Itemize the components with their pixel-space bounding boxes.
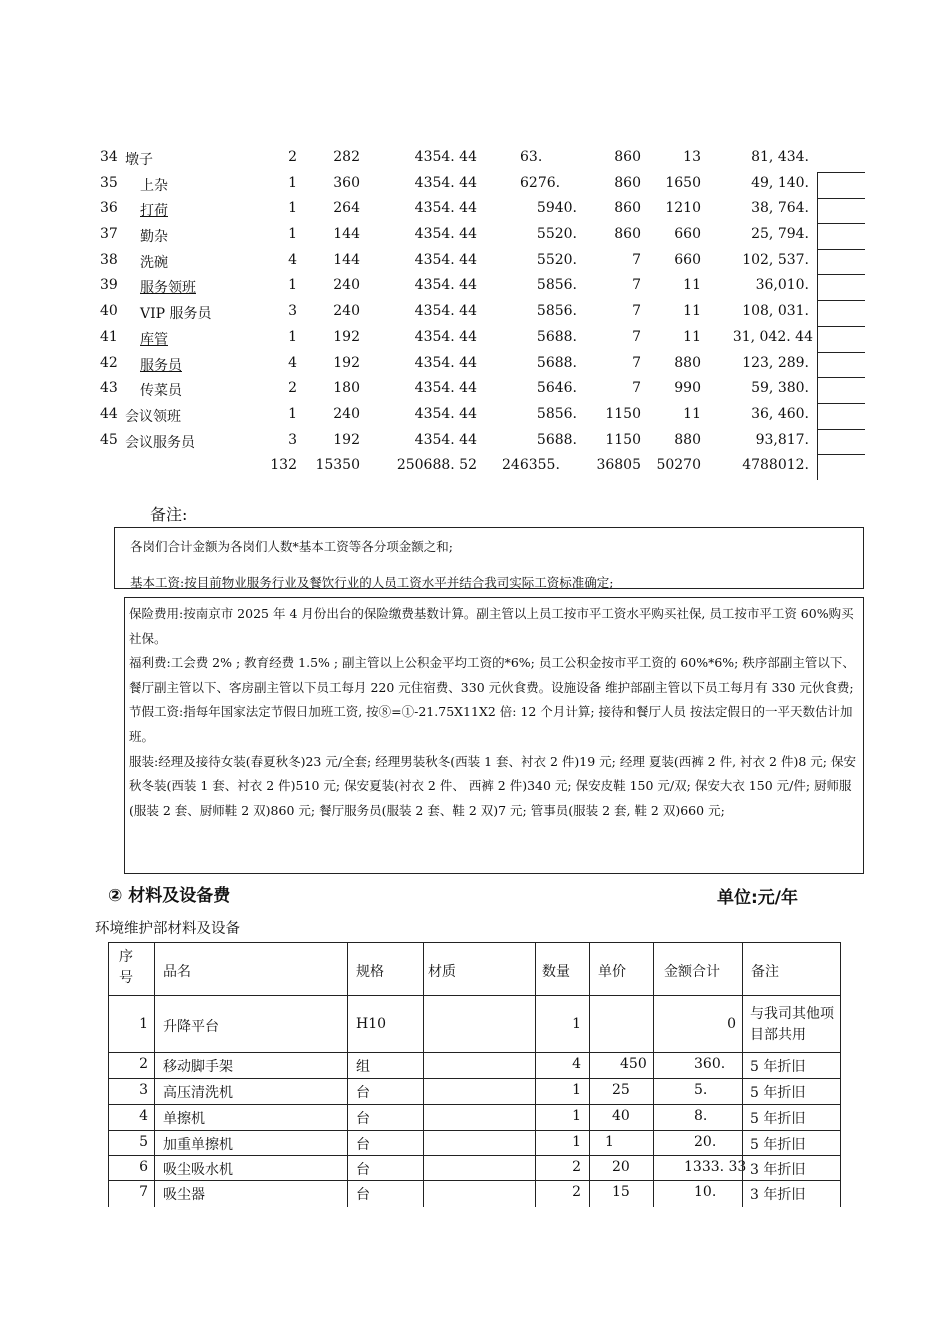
- total-headcount: 132: [270, 457, 297, 474]
- section-title: ② 材料及设备费: [108, 886, 231, 906]
- row-total: 38, 764.: [751, 200, 809, 217]
- item-qty: 4: [572, 1056, 581, 1072]
- base-salary: 4354. 44: [414, 251, 477, 268]
- cell-border: [817, 403, 865, 430]
- item-price: 20: [612, 1159, 630, 1175]
- headcount: 1: [288, 277, 297, 294]
- item-qty: 1: [572, 1082, 581, 1098]
- item-spec: 台: [356, 1187, 370, 1203]
- hours: 192: [333, 328, 360, 345]
- base-salary: 4354. 44: [414, 380, 477, 397]
- item-name: 加重单擦机: [163, 1137, 233, 1153]
- item-note: 5 年折旧: [750, 1085, 806, 1101]
- item-a: 7: [632, 251, 641, 268]
- row-number: 36: [100, 200, 118, 217]
- total-base-salary: 250688. 52: [396, 457, 477, 474]
- table-row: [95, 249, 865, 275]
- table-row: [108, 1180, 841, 1207]
- hours: 240: [333, 405, 360, 422]
- base-salary: 4354. 44: [414, 200, 477, 217]
- hours: 264: [333, 200, 360, 217]
- materials-table: [108, 942, 841, 1207]
- table-row: [108, 1078, 841, 1104]
- item-a: 7: [632, 303, 641, 320]
- amount: 5520.: [536, 251, 577, 268]
- row-number: 37: [100, 226, 118, 243]
- item-spec: 台: [356, 1162, 370, 1178]
- item-no: 6: [139, 1159, 148, 1175]
- position-name: 库管: [140, 331, 168, 348]
- position-name: 传菜员: [140, 383, 182, 400]
- item-b: 11: [683, 303, 701, 320]
- cell-border: [817, 197, 865, 224]
- total-row: [95, 454, 865, 480]
- headcount: 1: [288, 405, 297, 422]
- row-number: 40: [100, 303, 118, 320]
- headcount: 3: [288, 303, 297, 320]
- item-b: 660: [674, 226, 701, 243]
- table-row: [108, 1155, 841, 1180]
- item-b: 11: [683, 405, 701, 422]
- row-total: 123, 289.: [742, 354, 809, 371]
- position-name: 服务员: [140, 357, 182, 374]
- item-total: 5.: [694, 1082, 708, 1098]
- welfare-note: 福利费:工会费 2% ; 教育经费 1.5% ; 副主管以上公积金平均工资的*6%; 员工公积金按市平工资的 60%*6%; 秩序部副主管以下、餐厅副主管以下、客房副主管以下员工每月 220 元住宿费、330 元伙食费。设施设备 维护部副主管以下员工每月有 330 元伙食费;: [129, 655, 855, 695]
- item-a: 860: [614, 174, 641, 191]
- table-row: [95, 377, 865, 403]
- row-total: 81, 434.: [751, 149, 809, 165]
- row-total: 93,817.: [755, 431, 809, 448]
- insurance-note: 保险费用:按南京市 2025 年 4 月份出台的保险缴费基数计算。副主管以上员工按市平工资水平购买社保, 员工按市平工资 60%购买社保。: [129, 606, 854, 646]
- item-total: 8.: [694, 1108, 708, 1124]
- header-qty: 数量: [542, 964, 570, 980]
- amount: 5856.: [536, 303, 577, 320]
- row-total: 49, 140.: [751, 174, 809, 191]
- headcount: 2: [288, 149, 297, 165]
- amount: 5688.: [536, 431, 577, 448]
- row-number: 45: [100, 431, 118, 448]
- item-total: 20.: [694, 1134, 717, 1150]
- item-a: 7: [632, 354, 641, 371]
- item-b: 1210: [665, 200, 701, 217]
- amount: 5940.: [536, 200, 577, 217]
- table-row: [95, 429, 865, 455]
- item-total: 1333. 33: [684, 1159, 747, 1175]
- amount: 5856.: [536, 277, 577, 294]
- item-qty: 1: [572, 1134, 581, 1150]
- position-name: 洗碗: [140, 254, 168, 271]
- table-row: [95, 146, 865, 172]
- item-name: 吸尘吸水机: [163, 1162, 233, 1178]
- base-salary: 4354. 44: [414, 354, 477, 371]
- item-spec: 组: [356, 1059, 370, 1075]
- header-name: 品名: [163, 964, 191, 980]
- headcount: 1: [288, 328, 297, 345]
- amount: 5688.: [536, 328, 577, 345]
- headcount: 3: [288, 431, 297, 448]
- row-total: 59, 380.: [751, 380, 809, 397]
- table-row: [95, 172, 865, 198]
- table-row: [108, 995, 841, 1052]
- position-name: 会议服务员: [125, 434, 195, 451]
- headcount: 2: [288, 380, 297, 397]
- headcount: 1: [288, 174, 297, 191]
- item-a: 7: [632, 380, 641, 397]
- base-salary: 4354. 44: [414, 328, 477, 345]
- position-name: 上杂: [140, 177, 168, 194]
- header-spec: 规格: [356, 964, 384, 980]
- header-price: 单价: [598, 964, 626, 980]
- total-hours: 15350: [315, 457, 360, 474]
- item-a: 7: [632, 277, 641, 294]
- unit-label: 单位:元/年: [717, 888, 799, 908]
- headcount: 1: [288, 200, 297, 217]
- cell-border: [817, 377, 865, 404]
- item-a: 860: [614, 226, 641, 243]
- item-a: 860: [614, 200, 641, 217]
- table-row: [95, 403, 865, 429]
- item-name: 单擦机: [163, 1111, 205, 1127]
- item-total: 10.: [694, 1184, 717, 1200]
- remarks-box: [114, 527, 864, 589]
- item-spec: H10: [356, 1016, 387, 1032]
- base-salary: 4354. 44: [414, 405, 477, 422]
- cell-border: [817, 223, 865, 250]
- headcount: 4: [288, 354, 297, 371]
- hours: 282: [333, 149, 360, 165]
- cell-border: [817, 249, 865, 276]
- item-qty: 2: [572, 1184, 581, 1200]
- cell-border: [817, 274, 865, 301]
- table-row: [95, 300, 865, 326]
- section-subtitle: 环境维护部材料及设备: [95, 921, 240, 937]
- position-name: VIP 服务员: [140, 306, 212, 323]
- item-b: 660: [674, 251, 701, 268]
- table-header: [108, 942, 841, 995]
- item-no: 5: [139, 1134, 148, 1150]
- item-note: 3 年折旧: [750, 1187, 806, 1203]
- item-spec: 台: [356, 1085, 370, 1101]
- item-note: 5 年折旧: [750, 1059, 806, 1075]
- item-qty: 1: [572, 1108, 581, 1124]
- holiday-note: 节假工资:指每年国家法定节假日加班工资, 按⑧=①-21.75X11X2 倍: 12 个月计算; 接待和餐厅人员 按法定假日的一平天数估计加班。: [129, 704, 853, 744]
- item-note: 5 年折旧: [750, 1111, 806, 1127]
- row-total: 36, 460.: [751, 405, 809, 422]
- row-number: 43: [100, 380, 118, 397]
- row-number: 42: [100, 354, 118, 371]
- base-salary: 4354. 44: [414, 303, 477, 320]
- amount: 5520.: [536, 226, 577, 243]
- item-b: 13: [683, 149, 701, 165]
- row-number: 41: [100, 328, 118, 345]
- base-salary: 4354. 44: [414, 174, 477, 191]
- item-no: 2: [139, 1056, 148, 1072]
- item-qty: 1: [572, 1016, 581, 1032]
- hours: 192: [333, 354, 360, 371]
- table-row: [108, 1052, 841, 1078]
- position-name: 服务领班: [140, 280, 196, 297]
- hours: 144: [333, 251, 360, 268]
- item-note: 与我司其他项目部共用: [750, 1006, 834, 1043]
- hours: 240: [333, 303, 360, 320]
- item-no: 7: [139, 1184, 148, 1200]
- hours: 144: [333, 226, 360, 243]
- hours: 180: [333, 380, 360, 397]
- remarks-title: 备注:: [150, 505, 188, 524]
- remark-line: 各岗们合计金额为各岗们人数*基本工资等各分项金额之和;: [130, 539, 453, 554]
- uniform-note: 服装:经理及接待女装(春夏秋冬)23 元/全套; 经理男装秋冬(西装 1 套、衬衣 2 件)19 元; 经理 夏装(西裤 2 件, 衬衣 2 件)8 元; 保安秋冬装(西装 1 套、衬衣 2 件)510 元; 保安夏装(衬衣 2 件、 西裤 2 件)340 元; 保安皮鞋 150 元/双; 保安大衣 150 元/件; 厨师服(服装 2 套、厨师鞋 2 双)860 元; 餐厅服务员(服装 2 套、鞋 2 双)7 元; 管事员(服装 2 套, 鞋 2 双)660 元;: [129, 753, 856, 818]
- header-material: 材质: [428, 964, 456, 980]
- row-total: 31, 042. 44: [732, 328, 813, 345]
- item-b: 880: [674, 354, 701, 371]
- item-note: 5 年折旧: [750, 1137, 806, 1153]
- amount: 5856.: [536, 405, 577, 422]
- amount: 6276.: [520, 174, 561, 191]
- item-price: 1: [605, 1134, 614, 1150]
- base-salary: 4354. 44: [414, 226, 477, 243]
- item-b: 880: [674, 431, 701, 448]
- headcount: 1: [288, 226, 297, 243]
- cell-border: [817, 429, 865, 456]
- remarks-detail-box: [124, 597, 864, 874]
- position-name: 勤杂: [140, 229, 168, 246]
- item-b: 11: [683, 328, 701, 345]
- hours: 360: [333, 174, 360, 191]
- item-name: 升降平台: [163, 1019, 219, 1035]
- item-total: 0: [727, 1016, 736, 1032]
- row-total: 25, 794.: [751, 226, 809, 243]
- item-total: 360.: [694, 1056, 726, 1072]
- position-name: 墩子: [125, 152, 153, 168]
- total-item-a: 36805: [596, 457, 641, 474]
- table-row: [95, 197, 865, 223]
- item-no: 3: [139, 1082, 148, 1098]
- table-row: [108, 1130, 841, 1155]
- item-price: 40: [612, 1108, 630, 1124]
- row-total: 102, 537.: [742, 251, 809, 268]
- hours: 240: [333, 277, 360, 294]
- row-number: 34: [100, 149, 118, 165]
- item-no: 4: [139, 1108, 148, 1124]
- item-price: 15: [612, 1184, 630, 1200]
- item-b: 11: [683, 277, 701, 294]
- item-b: 1650: [665, 174, 701, 191]
- item-b: 990: [674, 380, 701, 397]
- row-number: 38: [100, 251, 118, 268]
- salary-table: [95, 146, 865, 480]
- row-number: 44: [100, 405, 118, 422]
- item-name: 吸尘器: [163, 1187, 205, 1203]
- hours: 192: [333, 431, 360, 448]
- total-item-b: 50270: [656, 457, 701, 474]
- remark-line: 基本工资:按目前物业服务行业及餐饮行业的人员工资水平并结合我司实际工资标准确定;: [130, 575, 614, 590]
- item-note: 3 年折旧: [750, 1162, 806, 1178]
- cell-border: [817, 172, 865, 200]
- item-price: 25: [612, 1082, 630, 1098]
- position-name: 打荷: [140, 203, 168, 220]
- table-row: [95, 352, 865, 378]
- table-row: [95, 223, 865, 249]
- position-name: 会议领班: [125, 408, 181, 425]
- amount: 5688.: [536, 354, 577, 371]
- item-a: 1150: [605, 431, 641, 448]
- table-row: [95, 326, 865, 352]
- item-price: 450: [620, 1056, 647, 1072]
- item-name: 高压清洗机: [163, 1085, 233, 1101]
- total-amount: 246355.: [502, 457, 560, 474]
- header-total: 金额合计: [664, 964, 720, 980]
- item-a: 7: [632, 328, 641, 345]
- amount: 63.: [520, 149, 543, 165]
- item-a: 1150: [605, 405, 641, 422]
- row-total: 36,010.: [755, 277, 809, 294]
- item-qty: 2: [572, 1159, 581, 1175]
- cell-border: [817, 352, 865, 379]
- headcount: 4: [288, 251, 297, 268]
- cell-border: [817, 326, 865, 353]
- row-number: 39: [100, 277, 118, 294]
- amount: 5646.: [536, 380, 577, 397]
- base-salary: 4354. 44: [414, 149, 477, 165]
- header-no: 序号: [119, 949, 133, 986]
- grand-total: 4788012.: [742, 457, 809, 474]
- item-name: 移动脚手架: [163, 1059, 233, 1075]
- item-no: 1: [139, 1016, 148, 1032]
- item-a: 860: [614, 149, 641, 165]
- cell-border: [817, 454, 865, 480]
- item-spec: 台: [356, 1137, 370, 1153]
- base-salary: 4354. 44: [414, 277, 477, 294]
- header-note: 备注: [751, 964, 779, 980]
- table-row: [95, 274, 865, 300]
- base-salary: 4354. 44: [414, 431, 477, 448]
- row-number: 35: [100, 174, 118, 191]
- row-total: 108, 031.: [742, 303, 809, 320]
- table-row: [108, 1104, 841, 1130]
- item-spec: 台: [356, 1111, 370, 1127]
- cell-border: [817, 300, 865, 327]
